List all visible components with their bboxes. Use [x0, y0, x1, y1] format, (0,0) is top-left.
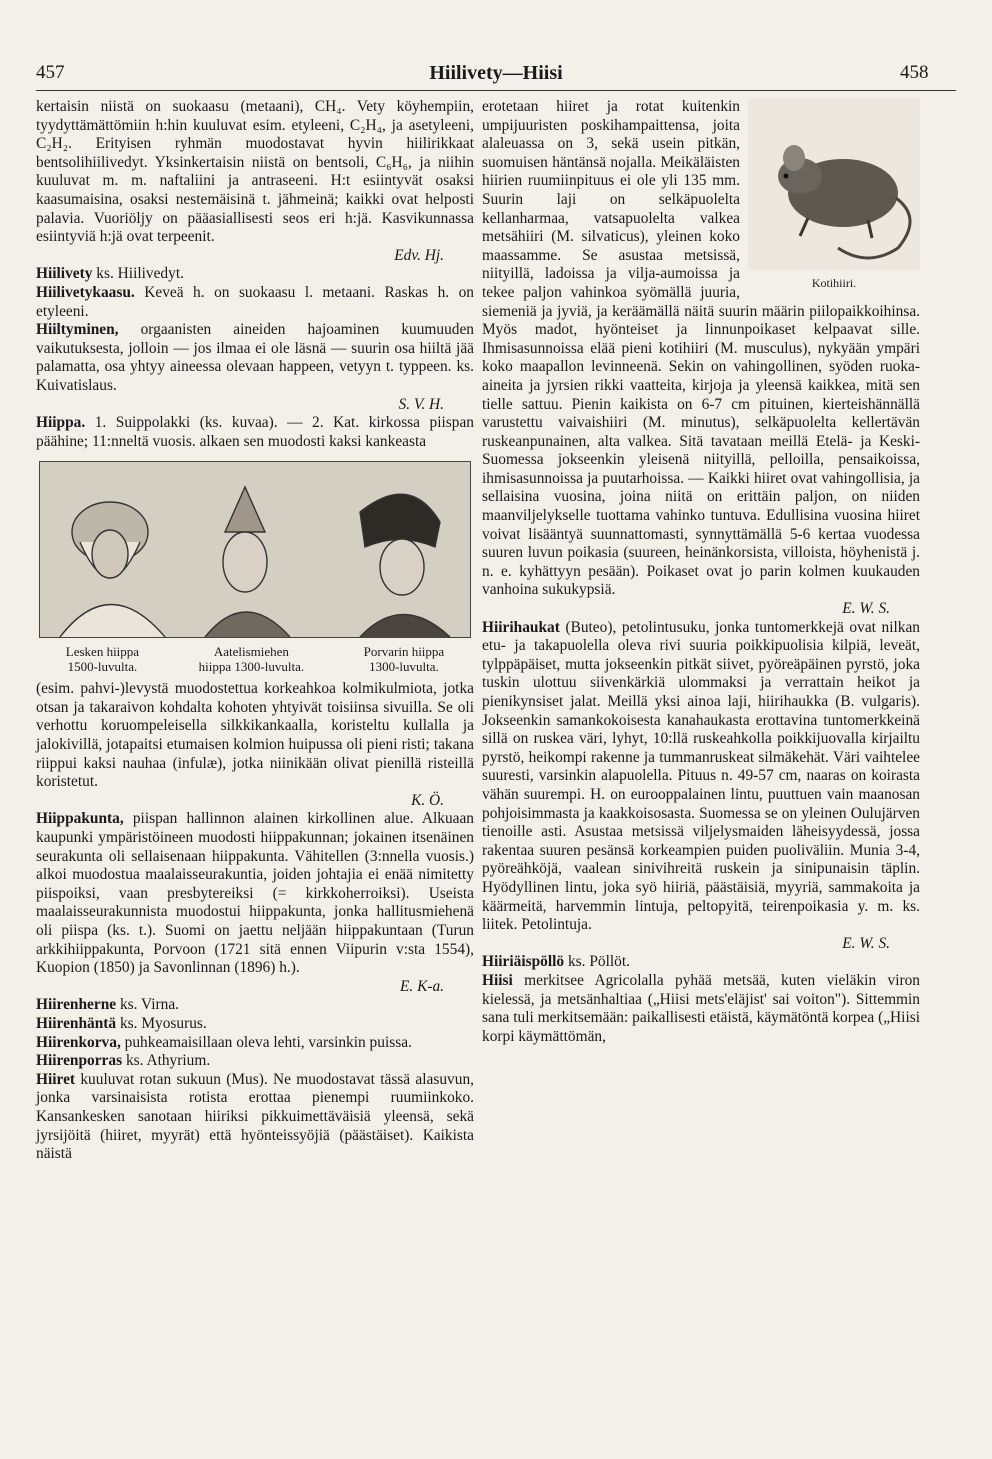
entry-hiilivetykaasu — [36, 284, 474, 321]
entry-text: ks. Athyrium. — [125, 1052, 211, 1070]
house-mouse-illustration — [748, 98, 920, 270]
signature: S. V. H. — [398, 395, 444, 413]
entry-text: puhkeamaisillaan oleva lehti, varsinkin puissa. — [124, 1033, 412, 1051]
entry-hiirenhanta — [36, 1015, 474, 1034]
headword: Hiilivety — [36, 265, 93, 283]
headword: Hiirenkorva, — [36, 1033, 121, 1051]
entry-hiiltyminen — [36, 321, 474, 395]
entry-text: ks. Virna. — [119, 996, 180, 1014]
entry-text: kuuluvat rotan sukuun (Mus). Ne muodostavat tässä alasuvun, jonka varsinaisista rotista erottaa pienempi ruumiinkoko. Kansankesken sanotaan hiiriksi pikkuimettäväisiä yleensä, sekä jyrsijöitä (hiiret, myyrät) että hyönteissyöjiä (päästäiset). Kaikista näistä — [36, 1070, 474, 1163]
signature: E. K-a. — [399, 977, 444, 995]
entry-hiirihaukat — [482, 619, 920, 935]
signature: Edv. Hj. — [394, 246, 444, 264]
headword: Hiirenherne — [36, 996, 117, 1014]
entry-hiiret-continued: erotetaan hiiret ja rotat kuitenkin umpijuuristen poskihampaittensa, joita alaleuassa on 3, sekä usein pitkän, suomuisen häntänsä nojalla. Meikäläisten hiirien ruumiinpituus ei ole yli 135 mm. Suurin laji on selkäpuolelta kellanharmaa, vatsapuolelta valkea metsähiiri (M. silvaticus), yleinen koko maassamme. Se asustaa metsissä, niityillä, ladoissa ja vilja-aumoissa ja tekee paljon vahinkoa syömällä juuria, siemeniä ja jyviä, ja keräämällä näitä suurin määrin piilopaikkoihinsa. Myös madot, hyönteiset ja linnunpoikaset kelpaavat sille. Ihmisasunnoissa elää pieni kotihiiri (M. musculus), nykyään ympäri koko maapallon levinneenä. Sekin on vahingollinen, syöden ruoka-aineita ja jyrsien rikki vaatteita, kirjoja ja yleensä kaikkea, mitä sen tielle sattuu. Pienin kaikista on 6-7 cm pituinen, kierteishännällä varustettu vaivaishiiri (M. minutus), selkäpuolelta kellertävän ruskeanpunainen, alta valkea. Sitä tavataan meillä Etelä- ja Keski-Suomessa jokseenkin yleisenä niityillä, pelloilla, pensaikoissa, ihmisasunnoissa ja puutarhoissa. — Kaikki hiiret ovat vahingollisia, ja sellaisina vuosina, joina niitä on erittäin paljon, on niiden maanviljelykselle tuottama vahinko tuntuva. Edullisina vuosina hiiret voivat lisääntyä suunnattomasti, synnyttämällä 5-6 kertaa vuodessa suuren luvun poikasia (suureen, heinänkorsista, villoista, höyhenistä j. n. e. kyhättyyn pesään). Poikaset ovat jo parin kolmen kuukauden vanhoina sukukypsiä. — [482, 98, 920, 599]
caption-widow: Lesken hiippa 1500-luvulta. — [65, 644, 140, 675]
entry-text: (Buteo), petolintusuku, jonka tuntomerkkejä ovat nilkan etu- ja takapuolella oleva rivi suuria poikkipuolisia kilpiä, leveät, tylppäpäiset, mutta jokseenkin pitkät siivet, pyöreäpäinen pyrstö, joka tuskin ulottuu siivenkärkiä ulommaksi ja verrattain heikot ja pienikynsiset jalat. Meillä yksi ainoa laji, hiirihaukka (B. vulgaris). Jokseenkin samankokoisesta kanahaukasta erottavina tuntomerkkeinä sillä on ruskea väri, lyhyt, 10:llä ruskeahkolla poikkijuovalla kirjailtu pyrstö, heikompi rakenne ja tummanruskeat silmäkehät. Väri vaihtelee suuresti, varsinkin alapuolella. Pituus n. 49-57 cm, naaras on koirasta vähän suurempi. H. on eurooppalainen lintu, puuttuen vain maanosan pohjoisimmasta ja kaakkoisosasta. Suomessa se on yleinen Oulujärven tienoille asti. Asustaa metsissä viljelysmaiden läheisyydessä, jossa rakentaa suuren pesänsä korkeampien puiden puoliväliin. Munia 3-4, pyöreähköjä, vaalean sinivihreitä ruskein ja sinipunaisin täplin. Hyödyllinen lintu, joka syö hiiriä, päästäisiä, myyriä, sammakoita ja käärmeitä, harvemmin lintuja, peltopyitä, teirenpoikasia y. m. ks. liitek. Petolintuja. — [482, 618, 920, 934]
page-number-left: 457 — [36, 62, 65, 83]
hat-illustration — [39, 461, 471, 638]
left-column — [36, 98, 474, 1164]
entry-hiippa — [36, 414, 474, 451]
header-rule — [36, 90, 956, 91]
entry-text: ks. Hiilivedyt. — [96, 265, 184, 283]
headword: Hiirihaukat — [482, 618, 560, 636]
entry-hiippakunta — [36, 810, 474, 977]
hat-captions — [36, 644, 474, 674]
headword: Hiisi — [482, 971, 513, 989]
entry-hiirenkorva — [36, 1034, 474, 1053]
entry-hiiriaispollo — [482, 953, 920, 972]
intro-text: kertaisin niistä on suokaasu (metaani), CH₄. Vety köyhempiin, tyydyttämättömiin h:hin kuuluvat esim. etyleeni, C₂H₄, ja asetyleeni, C₂H₂. Erityisen ryhmän muodostavat hyvin hiilirikkaat bentsolihiilivedyt. Yksinkertaisin niistä on bentsoli, C₆H₆, ja niihin kuuluvat m. m. naftaliini ja antraseeni. H:t esiintyvät osaksi kaasumaisina, osaksi nestemäisinä t. jähmeinä; kaikki ovat helposti palavia. Vuoriöljy on pääasiallisesti seos eri h:jä. Kasvikunnassa esiintyviä h:jä ovat terpeenit. — [36, 98, 474, 246]
caption-burgher: Porvarin hiippa 1300-luvulta. — [363, 644, 445, 675]
caption-nobleman: Aatelismiehen hiippa 1300-luvulta. — [198, 644, 305, 675]
entry-hiirenporras — [36, 1052, 474, 1071]
entry-text: Keveä h. on suokaasu l. metaani. Raskas h. on etyleeni. — [36, 283, 474, 320]
entry-text: 1. Suippolakki (ks. kuvaa). — 2. Kat. kirkossa piispan päähine; 11:nneltä vuosis. alkaen sen muodosti kaksi kankeasta — [36, 414, 474, 450]
signature: K. Ö. — [411, 791, 444, 809]
hat-figure — [36, 461, 474, 674]
headword: Hiiret — [36, 1070, 76, 1088]
entry-text: merkitsee Agricolalla pyhää metsää, kuten vieläkin viron kielessä, ja metsänhaltiaa („Hiisi mets'eläjist' sai voiton"). Sittemmin sana tuli merkitsemään: paikallisesti etäistä, käymätöntä korpea („Hiisi korpi käymättömän, — [482, 971, 920, 1045]
entry-hiilivety — [36, 265, 474, 284]
signature: E. W. S. — [842, 934, 890, 952]
entry-text: ks. Myosurus. — [119, 1014, 207, 1032]
signature: E. W. S. — [842, 600, 890, 618]
entry-text: orgaanisten aineiden hajoaminen kuumuuden vaikutuksesta, jolloin — jos ilmaa ei ole läsnä — suurin osa hiiltä jää palamatta, osa yhtyy aineessa olevaan happeen, vetyyn t. typpeen. ks. Kuivatislaus. — [36, 321, 474, 394]
headword: Hiippa. — [36, 414, 86, 432]
entry-hiirenherne — [36, 996, 474, 1015]
entry-text: piispan hallinnon alainen kirkollinen alue. Alkuaan kaupunki ympäristöineen muodosti hiippakunnan; jokainen itsenäinen seurakunta oli sellaisenaan hiippakunta. Vähitellen (3:nnella vuosis.) alkoi muodostua maalaisseurakuntia, joiden johtajia ei enää nimitetty piispoiksi, vaan presbytereiksi (= kirkkoherroiksi). Useista maalaisseurakunnista muodostui hiippakunta, jonka hallitusmiehenä oli piispa (ks. t.). Suomi on jaettu neljään hiippakuntaan (Turun arkkihiippakunta, Porvoon (1721 sitä ennen Viipurin v:sta 1554), Kuopion (1850) ja Savonlinnan (1896) h.). — [36, 810, 474, 977]
entry-hiisi — [482, 972, 920, 1046]
mouse-caption: Kotihiiri. — [811, 275, 857, 290]
entry-text-continued: (esim. pahvi-)levystä muodostettua korkeahkoa kolmikulmiota, jotka otsan ja takaraivon kohdalta kohoten yhtyivät toisiinsa sivuilla. Se oli verhottu koruompeleisella silkkikankaalla, koristeltu kullalla ja jalokivillä, jotapaitsi etumaisen kolmion huipussa oli pieni risti; takana riippui kaksi nauhaa (infulæ), jotka niinikään olivat pienillä risteillä koristetut. — [36, 680, 474, 791]
page-number-right: 458 — [900, 62, 929, 83]
mouse-figure — [748, 98, 920, 294]
headword: Hiiltyminen, — [36, 321, 119, 339]
entry-hiiret — [36, 1071, 474, 1164]
right-column — [482, 98, 920, 1046]
hat-engraving — [40, 462, 470, 637]
headword: Hiilivetykaasu. — [36, 283, 135, 301]
headword: Hiirenhäntä — [36, 1014, 117, 1032]
headword: Hiirenporras — [36, 1052, 123, 1070]
headword: Hiippakunta, — [36, 810, 124, 828]
running-title: Hiilivety—Hiisi — [429, 62, 563, 84]
entry-text: ks. Pöllöt. — [567, 953, 630, 971]
headword: Hiiriäispöllö — [482, 953, 565, 971]
